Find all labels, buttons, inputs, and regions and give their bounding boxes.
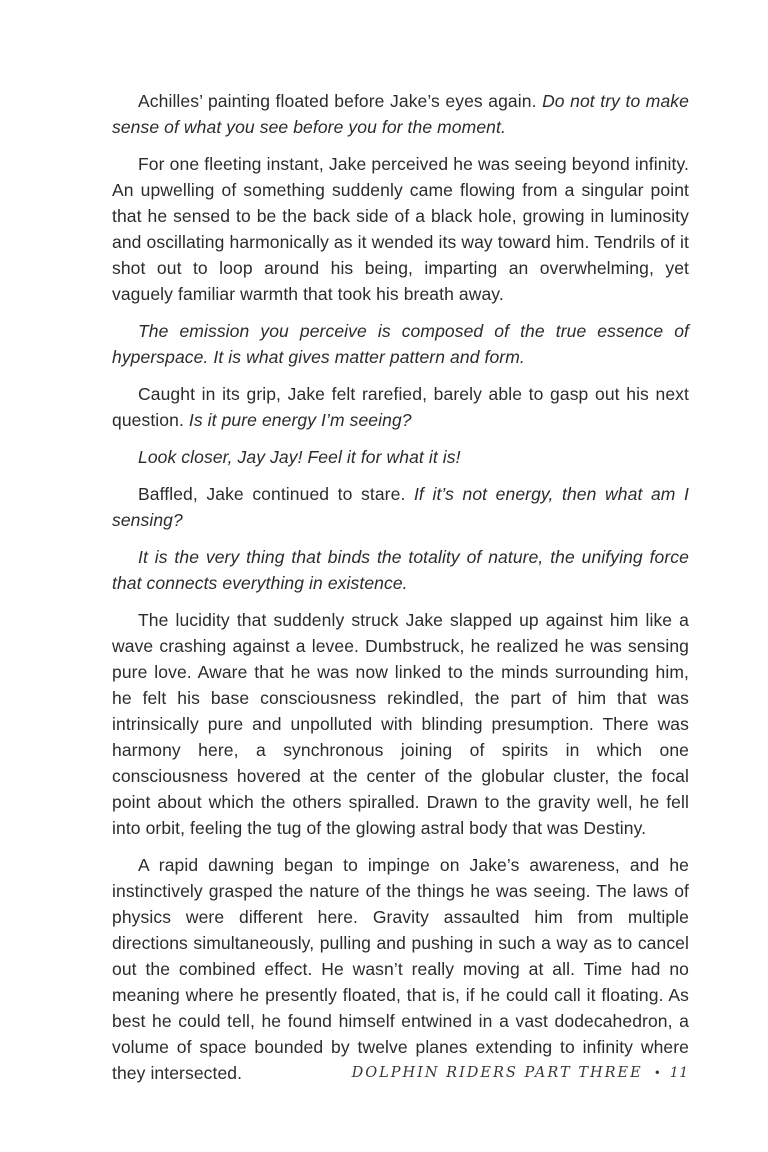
text-segment: The emission you perceive is composed of the true essence of hyperspace. It is what gives matter pattern and form. xyxy=(112,321,689,367)
text-segment: A rapid dawning began to impinge on Jake’s awareness, and he instinctively grasped the nature of the things he was seeing. The laws of physics were different here. Gravity assaulted him from multiple directions simultaneously, pulling and pushing in such a way as to cancel out the combined effect. He wasn’t really moving at all. Time had no meaning where he presently floated, that is, if he could call it floating. As best he could tell, he found himself entwined in a vast dodecahedron, a volume of space bounded by twelve planes extending to infinity where they intersected. xyxy=(112,855,689,1083)
text-segment: Baffled, Jake continued to stare. xyxy=(138,484,414,504)
text-segment: Achilles’ painting floated before Jake’s eyes again. xyxy=(138,91,543,111)
text-block xyxy=(112,88,689,1097)
text-segment: For one fleeting instant, Jake perceived he was seeing beyond infinity. An upwelling of something suddenly came flowing from a singular point that he sensed to be the back side of a black hole, growing in luminosity and oscillating harmonically as it wended its way toward him. Tendrils of it shot out to loop around his being, imparting an overwhelming, yet vaguely familiar warmth that took his breath away. xyxy=(112,154,689,304)
paragraph xyxy=(112,607,689,841)
paragraph xyxy=(112,151,689,307)
footer-bullet-separator: • xyxy=(653,1066,661,1080)
footer-page-number: 11 xyxy=(669,1065,689,1081)
paragraph xyxy=(112,88,689,140)
text-segment: If it’s not energy, then what am I sensing? xyxy=(112,484,689,530)
running-footer xyxy=(352,1062,689,1081)
text-segment: Look closer, Jay Jay! Feel it for what it is! xyxy=(138,447,461,467)
paragraph xyxy=(112,852,689,1086)
paragraph xyxy=(112,318,689,370)
paragraph xyxy=(112,444,689,470)
footer-book-title: DOLPHIN RIDERS PART THREE xyxy=(351,1065,643,1081)
paragraph xyxy=(112,381,689,433)
text-segment: The lucidity that suddenly struck Jake slapped up against him like a wave crashing against a levee. Dumbstruck, he realized he was sensing pure love. Aware that he was now linked to the minds surrounding him, he felt his base consciousness rekindled, the part of him that was intrinsically pure and unpolluted with blinding presumption. There was harmony here, a synchronous joining of spirits in which one consciousness hovered at the center of the globular cluster, the focal point about which the others spiralled. Drawn to the gravity well, he fell into orbit, feeling the tug of the glowing astral body that was Destiny. xyxy=(112,610,689,838)
text-segment: Caught in its grip, Jake felt rarefied, barely able to gasp out his next question. xyxy=(112,384,689,430)
paragraph xyxy=(112,544,689,596)
text-segment: Is it pure energy I’m seeing? xyxy=(188,410,412,430)
paragraph xyxy=(112,481,689,533)
text-segment: Do not try to make sense of what you see before you for the moment. xyxy=(112,91,689,137)
text-segment: It is the very thing that binds the totality of nature, the unifying force that connects everything in existence. xyxy=(112,547,689,593)
